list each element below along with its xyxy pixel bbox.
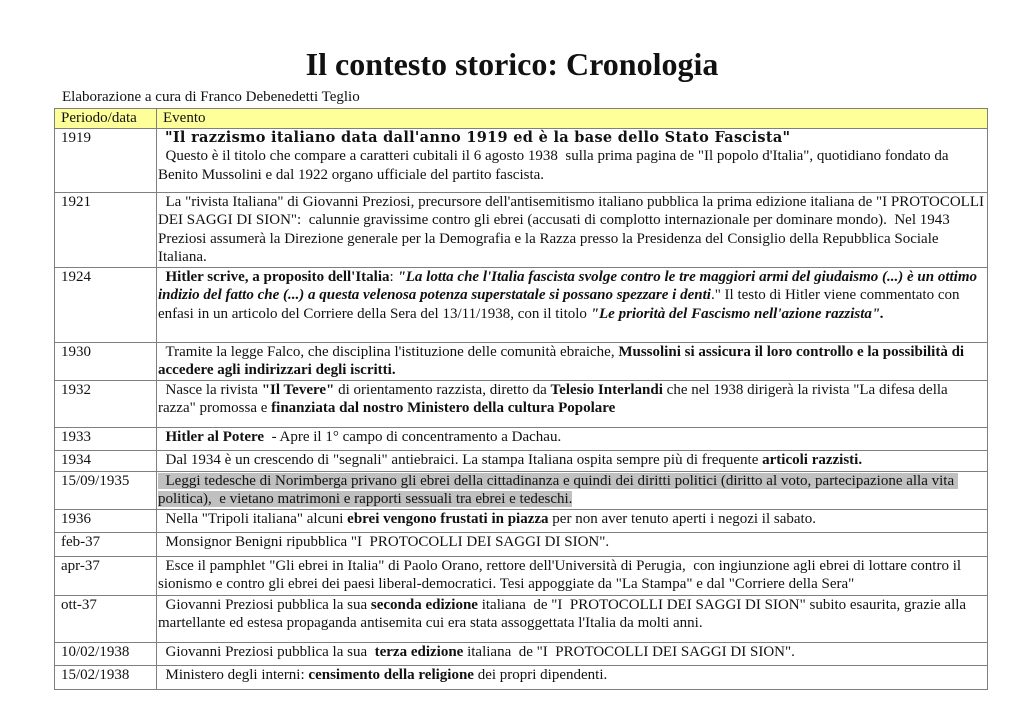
event-text: Hitler al Potere [158,428,265,445]
chronology-table [54,108,988,690]
event-text: articoli razzisti. [762,451,863,468]
row-date: apr-37 [55,556,157,595]
row-event [157,450,988,471]
table-row [55,595,988,642]
table-row [55,267,988,342]
table-row [55,380,988,427]
event-text: La "rivista Italiana" di Giovanni Preziosi, precursore dell'antisemitismo italiano pubblica la prima edizione italiana de "I PROTOCOLLI DEI SAGGI DI SION": calunnie gravissime contro gli ebrei (accusati di complotto internazionale per dominare mondo). Nel 1943 Preziosi assumerà la Direzione generale per la Demografia e la Razza presso la Presidenza del Consiglio della Repubblica Sociale Italiana. [158,193,988,265]
header-event: Evento [157,109,988,129]
event-text: che nel 1938 dirigerà la rivista "La difesa della razza" promossa e [158,381,952,416]
event-text: di orientamento razzista, diretto da [334,381,551,398]
table-row [55,450,988,471]
header-date: Periodo/data [55,109,157,129]
event-text: ." Il testo di Hitler viene commentato con enfasi in un articolo del Corriere della Sera del 13/11/1938, con il titolo [158,287,964,322]
event-text: dei propri dipendenti. [473,666,608,683]
event-text: Nasce la rivista [158,381,262,398]
table-row [55,342,988,380]
row-date: 1921 [55,192,157,267]
table-row [55,427,988,450]
event-text: Ministero degli interni: [158,666,309,683]
table-row [55,192,988,267]
row-date: 1932 [55,380,157,427]
row-date: feb-37 [55,532,157,556]
row-date: 1924 [55,267,157,342]
event-text: Esce il pamphlet "Gli ebrei in Italia" di Paolo Orano, rettore dell'Università di Perugia, con ingiunzione agli ebrei di lottare contro il sionismo e contro gli ebrei dei paesi liberal-democratici. Tesi appoggiate da "La Stampa" e dal "Corriere della Sera" [158,557,965,592]
event-text: Telesio Interlandi [550,381,663,398]
event-text: ebrei vengono frustati in piazza [347,510,549,527]
event-text: terza edizione [374,643,464,660]
row-event [157,192,988,267]
row-date: ott-37 [55,595,157,642]
table-row [55,642,988,665]
event-text: Monsignor Benigni ripubblica "I PROTOCOLLI DEI SAGGI DI SION". [158,533,610,550]
table-row [55,532,988,556]
event-text: - Apre il 1° campo di concentramento a Dachau. [264,428,562,445]
table-row [55,509,988,532]
event-text: Mussolini si assicura il loro controllo e la possibilità di accedere agli indirizzari degli iscritti. [158,343,968,378]
event-text: per non aver tenuto aperti i negozi il sabato. [548,510,816,527]
page-title: Il contesto storico: Cronologia [305,46,719,82]
row-date: 15/09/1935 [55,471,157,509]
row-date: 1934 [55,450,157,471]
table-row [55,128,988,192]
event-text: Tramite la legge Falco, che disciplina l'istituzione delle comunità ebraiche, [158,343,619,360]
row-event [157,556,988,595]
row-event [157,342,988,380]
row-event [157,509,988,532]
table-row [55,665,988,689]
row-event [157,380,988,427]
event-text: italiana de "I PROTOCOLLI DEI SAGGI DI SION" subito esaurita, grazie alla martellante ed estesa propaganda antisemita cui era stata assoggettata l'Italia da molti anni. [158,596,970,631]
author-credit: Elaborazione a cura di Franco Debenedetti Teglio [62,89,360,105]
row-date: 15/02/1938 [55,665,157,689]
table-row [55,471,988,509]
event-text: censimento della religione [308,666,474,683]
event-text: Giovanni Preziosi pubblica la sua [158,596,371,613]
row-event [157,595,988,642]
row-date: 1919 [55,128,157,192]
event-headline: "Il razzismo italiano data dall'anno 1919 ed è la base dello Stato Fascista" [165,128,791,146]
row-date: 1933 [55,427,157,450]
row-event [157,532,988,556]
event-text: : [389,268,398,285]
row-event [157,642,988,665]
event-text: seconda edizione [370,596,478,613]
event-text: finanziata dal nostro Ministero della cultura Popolare [271,400,616,416]
row-event [157,427,988,450]
row-event [157,665,988,689]
row-date: 10/02/1938 [55,642,157,665]
table-header-row [55,109,988,129]
event-text: italiana de "I PROTOCOLLI DEI SAGGI DI SION". [463,643,795,660]
event-text: Hitler scrive, a proposito dell'Italia [158,268,390,285]
event-text: Dal 1934 è un crescendo di "segnali" antiebraici. La stampa Italiana ospita sempre più di frequente [158,451,763,468]
row-date: 1936 [55,509,157,532]
event-text: Giovanni Preziosi pubblica la sua [158,643,375,660]
event-text: Leggi tedesche di Norimberga privano gli ebrei della cittadinanza e quindi dei diritti politici (diritto al voto, partecipazione alla vita politica), e vietano matrimoni e rapporti sessuali tra ebrei e tedeschi. [158,472,958,507]
event-text: "La lotta che l'Italia fascista svolge contro le tre maggiori armi del giudaismo (...) è un ottimo indizio del fatto che (...) a questa velenosa potenza superstatale si possano spezzare i denti [158,268,981,303]
row-date: 1930 [55,342,157,380]
row-event [157,471,988,509]
event-text: "Le priorità del Fascismo nell'azione razzista". [590,305,885,322]
table-row [55,556,988,595]
row-event [157,128,988,192]
event-text: Questo è il titolo che compare a caratteri cubitali il 6 agosto 1938 sulla prima pagina de "Il popolo d'Italia", quotidiano fondato da Benito Mussolini e dal 1922 organo ufficiale del partito fascista. [158,148,953,183]
event-text: Nella "Tripoli italiana" alcuni [158,510,348,527]
event-text: "Il Tevere" [261,381,335,398]
row-event [157,267,988,342]
